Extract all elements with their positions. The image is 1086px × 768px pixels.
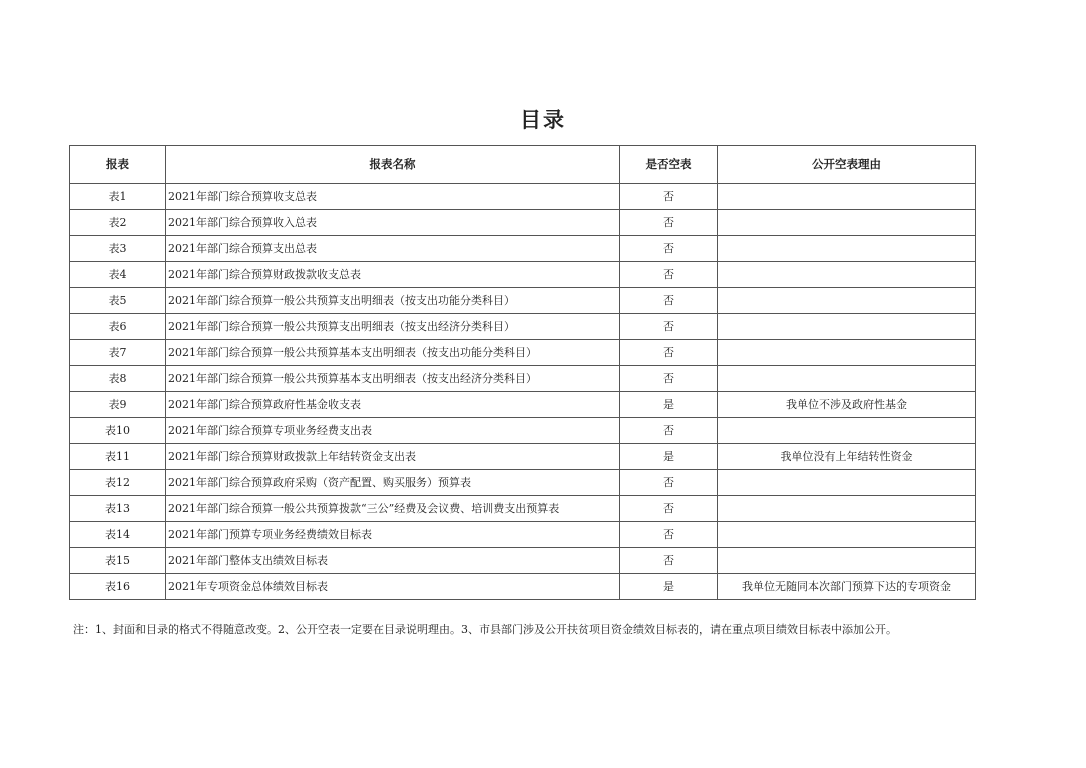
table-row [70, 210, 976, 236]
table-header-row [70, 146, 976, 184]
row-code: 表8 [70, 366, 166, 392]
row-reason: 我单位没有上年结转性资金 [718, 444, 976, 470]
table-row [70, 314, 976, 340]
row-is-empty: 否 [620, 522, 718, 548]
row-is-empty: 否 [620, 288, 718, 314]
row-reason [718, 184, 976, 210]
row-reason [718, 470, 976, 496]
row-is-empty: 是 [620, 574, 718, 600]
row-code: 表6 [70, 314, 166, 340]
row-code: 表10 [70, 418, 166, 444]
row-code: 表2 [70, 210, 166, 236]
row-is-empty: 否 [620, 340, 718, 366]
table-row [70, 236, 976, 262]
row-code: 表11 [70, 444, 166, 470]
row-reason [718, 210, 976, 236]
row-reason: 我单位不涉及政府性基金 [718, 392, 976, 418]
row-name: 2021年部门综合预算一般公共预算支出明细表（按支出经济分类科目） [166, 314, 620, 340]
table-row [70, 366, 976, 392]
row-is-empty: 否 [620, 548, 718, 574]
row-name: 2021年部门预算专项业务经费绩效目标表 [166, 522, 620, 548]
header-code: 报表 [70, 146, 166, 184]
row-is-empty: 是 [620, 444, 718, 470]
row-is-empty: 否 [620, 184, 718, 210]
table-row [70, 444, 976, 470]
row-code: 表5 [70, 288, 166, 314]
row-code: 表3 [70, 236, 166, 262]
row-name: 2021年部门综合预算一般公共预算支出明细表（按支出功能分类科目） [166, 288, 620, 314]
table-row [70, 418, 976, 444]
row-code: 表15 [70, 548, 166, 574]
row-name: 2021年部门综合预算财政拨款上年结转资金支出表 [166, 444, 620, 470]
row-name: 2021年部门综合预算收入总表 [166, 210, 620, 236]
table-row [70, 340, 976, 366]
row-name: 2021年部门综合预算政府性基金收支表 [166, 392, 620, 418]
row-reason [718, 340, 976, 366]
row-code: 表4 [70, 262, 166, 288]
row-name: 2021年部门综合预算一般公共预算拨款“三公”经费及会议费、培训费支出预算表 [166, 496, 620, 522]
header-reason: 公开空表理由 [718, 146, 976, 184]
table-row [70, 548, 976, 574]
row-name: 2021年部门整体支出绩效目标表 [166, 548, 620, 574]
table-row [70, 184, 976, 210]
row-is-empty: 否 [620, 210, 718, 236]
row-name: 2021年部门综合预算收支总表 [166, 184, 620, 210]
row-name: 2021年部门综合预算政府采购（资产配置、购买服务）预算表 [166, 470, 620, 496]
table-row [70, 470, 976, 496]
row-reason [718, 366, 976, 392]
row-is-empty: 是 [620, 392, 718, 418]
catalog-table [69, 145, 976, 600]
table-row [70, 522, 976, 548]
table-row [70, 288, 976, 314]
table-row [70, 392, 976, 418]
row-name: 2021年部门综合预算一般公共预算基本支出明细表（按支出功能分类科目） [166, 340, 620, 366]
row-reason [718, 236, 976, 262]
row-name: 2021年部门综合预算一般公共预算基本支出明细表（按支出经济分类科目） [166, 366, 620, 392]
row-reason [718, 418, 976, 444]
row-is-empty: 否 [620, 366, 718, 392]
row-is-empty: 否 [620, 314, 718, 340]
row-is-empty: 否 [620, 418, 718, 444]
row-reason [718, 548, 976, 574]
row-code: 表16 [70, 574, 166, 600]
header-is-empty: 是否空表 [620, 146, 718, 184]
row-name: 2021年部门综合预算专项业务经费支出表 [166, 418, 620, 444]
row-reason [718, 496, 976, 522]
row-reason: 我单位无随同本次部门预算下达的专项资金 [718, 574, 976, 600]
table-row [70, 262, 976, 288]
row-is-empty: 否 [620, 470, 718, 496]
row-name: 2021年部门综合预算财政拨款收支总表 [166, 262, 620, 288]
row-code: 表1 [70, 184, 166, 210]
row-reason [718, 288, 976, 314]
row-code: 表7 [70, 340, 166, 366]
row-is-empty: 否 [620, 262, 718, 288]
row-is-empty: 否 [620, 496, 718, 522]
row-code: 表12 [70, 470, 166, 496]
row-name: 2021年专项资金总体绩效目标表 [166, 574, 620, 600]
table-row [70, 574, 976, 600]
row-name: 2021年部门综合预算支出总表 [166, 236, 620, 262]
page-title: 目录 [520, 107, 566, 132]
row-code: 表9 [70, 392, 166, 418]
row-code: 表13 [70, 496, 166, 522]
header-name: 报表名称 [166, 146, 620, 184]
footnote: 注：1、封面和目录的格式不得随意改变。2、公开空表一定要在目录说明理由。3、市县部门涉及公开扶贫项目资金绩效目标表的，请在重点项目绩效目标表中添加公开。 [73, 623, 897, 636]
table-body [70, 184, 976, 600]
row-is-empty: 否 [620, 236, 718, 262]
table-row [70, 496, 976, 522]
row-reason [718, 522, 976, 548]
row-reason [718, 314, 976, 340]
row-reason [718, 262, 976, 288]
row-code: 表14 [70, 522, 166, 548]
